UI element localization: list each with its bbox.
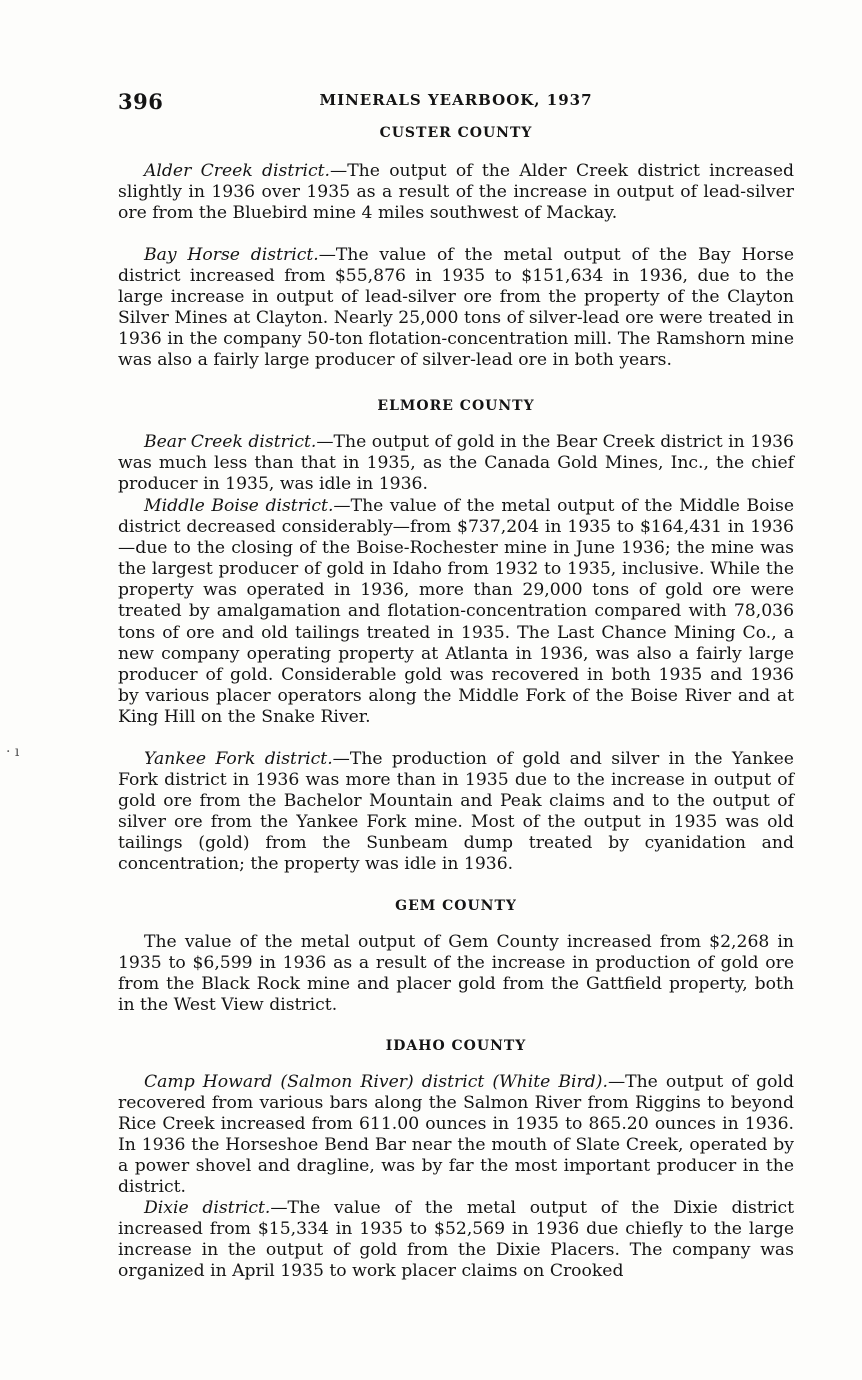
paragraph-text: —The production of gold and silver in the Yankee Fork district in 1936 was more than in 1935 due to the increase in output of gold ore from the Bachelor Mountain and Peak claims and to the output of silver ore from the Yankee Fork mine. Most of the output in 1935 was old tailings (gold) from the Sunbeam dump treated by cyanidation and concentration; the property was idle in 1936. [118,749,794,875]
paragraph-bay-horse [118,245,794,372]
paragraph-alder-creek [118,161,794,224]
section-heading-idaho-county: IDAHO COUNTY [385,1038,527,1054]
paragraph-yankee-fork [118,749,794,876]
district-name: Camp Howard (Salmon River) district (White Bird). [144,1072,608,1092]
paragraph-text: —The value of the metal output of the Middle Boise district decreased considerably—from $737,204 in 1935 to $164,431 in 1936—due to the closing of the Boise-Rochester mine in June 1936; the mine was the largest producer of gold in Idaho from 1932 to 1935, inclusive. While the property was operated in 1936, more than 29,000 tons of gold ore were treated by amalgamation and flotation-concentration compared with 78,036 tons of ore and old tailings treated in 1935. The Last Chance Mining Co., a new company operating property at Atlanta in 1936, was also a fairly large producer of gold. Considerable gold was recovered in both 1935 and 1936 by various placer operators along the Middle Fork of the Boise River and at King Hill on the Snake River. [118,496,794,727]
paragraph-text: —The output of gold in the Bear Creek district in 1936 was much less than that in 1935, as the Canada Gold Mines, Inc., the chief producer in 1935, was idle in 1936. [118,432,794,495]
district-name: Yankee Fork district. [144,749,333,769]
page-number: 396 [118,89,164,114]
district-name: Bay Horse district. [144,245,319,265]
district-name: Alder Creek district. [144,161,330,181]
page-header [118,89,794,113]
district-name: Bear Creek district. [144,432,317,452]
margin-mark: · ı [6,744,20,760]
section-heading-custer-county: CUSTER COUNTY [379,125,533,141]
paragraph-text: —The value of the metal output of the Dixie district increased from $15,334 in 1935 to $52,569 in 1936 due chiefly to the large increase in the output of gold from the Dixie Placers. The company was organized in April 1935 to work placer claims on Crooked [118,1198,794,1282]
paragraph-text: The value of the metal output of Gem County increased from $2,268 in 1935 to $6,599 in 1936 as a result of the increase in production of gold ore from the Black Rock mine and placer gold from the Gattfield property, both in the West View district. [118,932,794,1016]
paragraph-middle-boise [118,496,794,728]
paragraph-text: —The value of the metal output of the Bay Horse district increased from $55,876 in 1935 to $151,634 in 1936, due to the large increase in output of lead-silver ore from the property of the Clayton Silver Mines at Clayton. Nearly 25,000 tons of silver-lead ore were treated in 1936 in the company 50-ton flotation-concentration mill. The Ramshorn mine was also a fairly large producer of silver-lead ore in both years. [118,245,794,371]
section-heading-elmore-county: ELMORE COUNTY [377,398,535,414]
district-name: Dixie district. [144,1198,271,1218]
running-title: MINERALS YEARBOOK, 1937 [319,91,593,109]
paragraph-text: —The output of the Alder Creek district increased slightly in 1936 over 1935 as a result of the increase in output of lead-silver ore from the Bluebird mine 4 miles southwest of Mackay. [118,161,794,224]
paragraph-text: —The output of gold recovered from various bars along the Salmon River from Riggins to beyond Rice Creek increased from 611.00 ounces in 1935 to 865.20 ounces in 1936. In 1936 the Horseshoe Bend Bar near the mouth of Slate Creek, operated by a power shovel and dragline, was by far the most important producer in the district. [118,1072,794,1198]
paragraph-dixie [118,1198,794,1282]
paragraph-camp-howard [118,1072,794,1199]
district-name: Middle Boise district. [144,496,334,516]
paragraph-bear-creek [118,432,794,495]
section-heading-gem-county: GEM COUNTY [395,898,517,914]
paragraph-gem-county [118,932,794,1016]
